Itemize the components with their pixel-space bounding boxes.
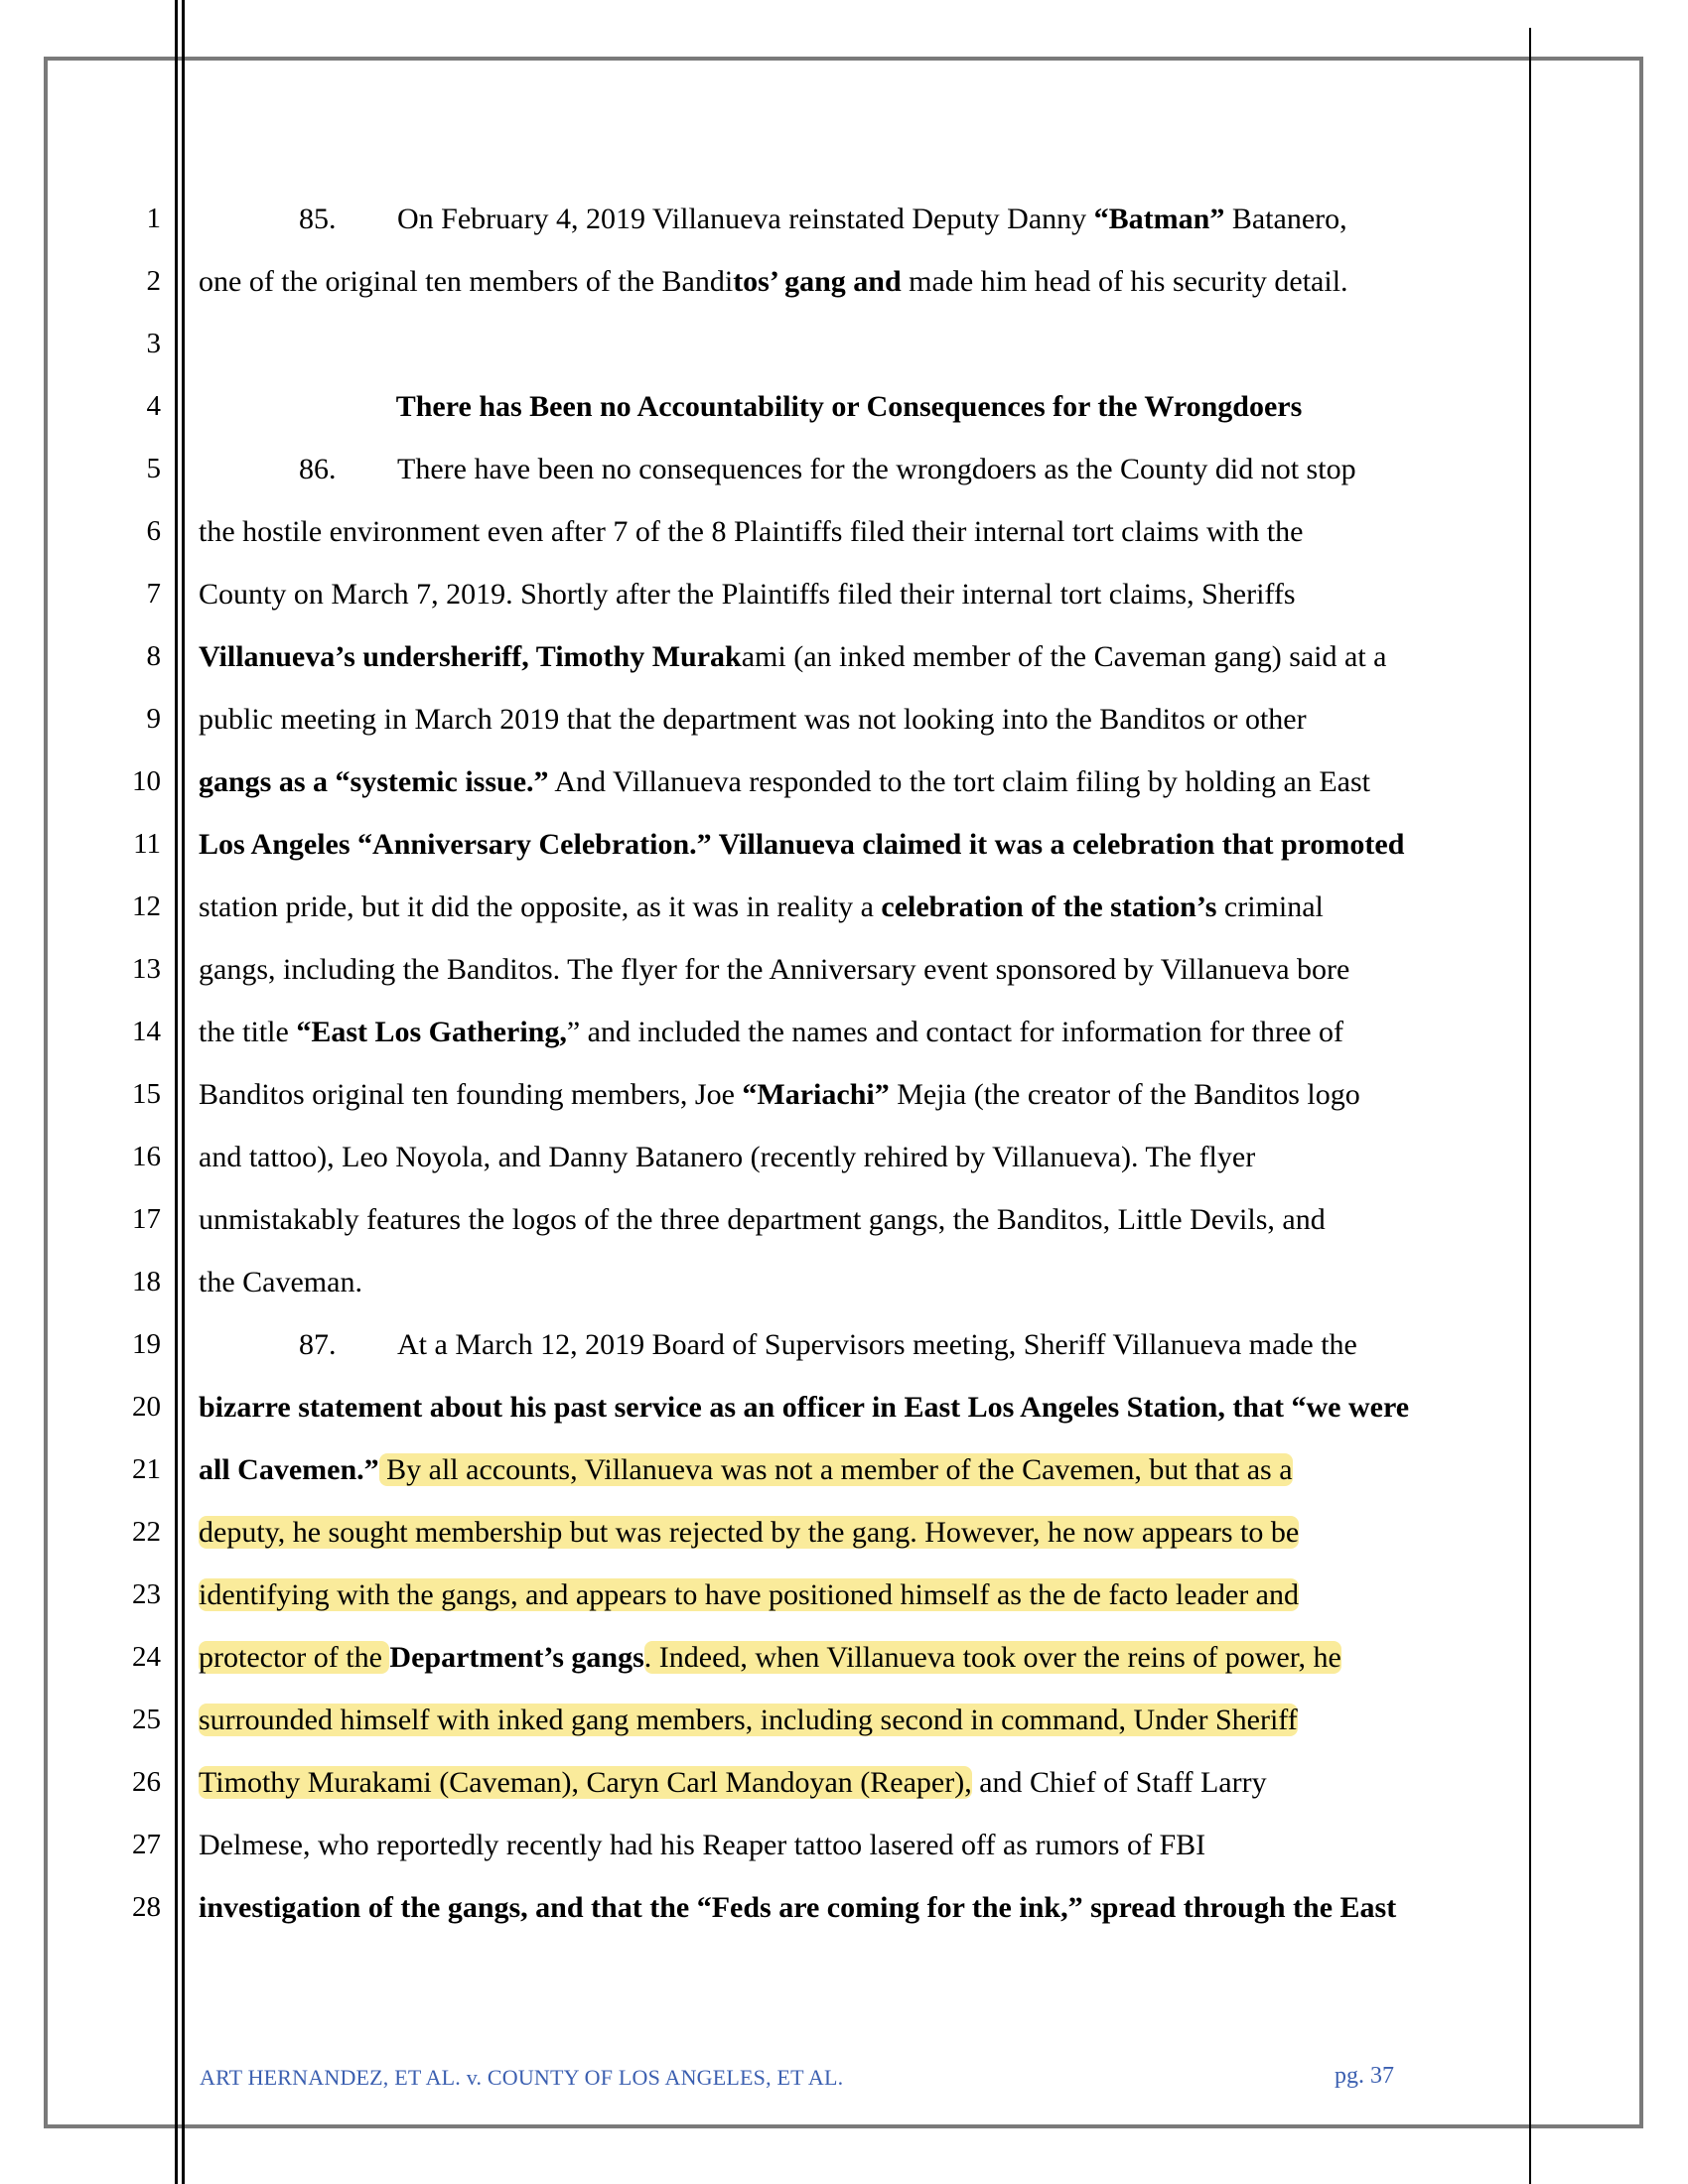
line-number: 8 <box>146 640 161 672</box>
line-number: 26 <box>132 1766 161 1798</box>
case-caption-footer: ART HERNANDEZ, ET AL. v. COUNTY OF LOS ANGELES, ET AL. <box>200 2065 844 2090</box>
line-number: 22 <box>132 1516 161 1548</box>
line-number: 12 <box>132 890 161 922</box>
para-85-line-1: 85. On February 4, 2019 Villanueva reinstated Deputy Danny “Batman” Batanero, <box>299 188 1347 250</box>
para-86-line-10: gangs as a “systemic issue.” And Villanueva responded to the tort claim filing by holding an East <box>199 765 1371 798</box>
left-margin-rule-outer <box>175 0 178 2184</box>
para-86-line-13: gangs, including the Banditos. The flyer for the Anniversary event sponsored by Villanueva bore <box>199 953 1350 986</box>
paragraph-number-87: 87. <box>299 1328 337 1361</box>
line-number: 5 <box>146 453 161 484</box>
line-number: 24 <box>132 1641 161 1673</box>
line-number: 14 <box>132 1016 161 1047</box>
line-number: 20 <box>132 1391 161 1423</box>
line-number: 28 <box>132 1891 161 1923</box>
line-number: 3 <box>146 328 161 359</box>
para-86-line-9: public meeting in March 2019 that the department was not looking into the Banditos or other <box>199 703 1307 736</box>
para-87-line-24: protector of the Department’s gangs. Indeed, when Villanueva took over the reins of power, he <box>199 1641 1341 1674</box>
line-number: 9 <box>146 703 161 735</box>
para-87-line-25 <box>199 1689 1298 1751</box>
para-86-line-12: station pride, but it did the opposite, as it was in reality a celebration of the station’s criminal <box>199 890 1324 923</box>
para-87-line-23 <box>199 1564 1299 1626</box>
paragraph-number-86: 86. <box>299 453 337 485</box>
line-number: 1 <box>146 203 161 234</box>
para-86-line-7: County on March 7, 2019. Shortly after the Plaintiffs filed their internal tort claims, Sheriffs <box>199 578 1296 611</box>
para-87-line-20: bizarre statement about his past service as an officer in East Los Angeles Station, that “we were <box>199 1391 1410 1424</box>
line-number: 15 <box>132 1078 161 1110</box>
para-87-line-26: Timothy Murakami (Caveman), Caryn Carl Mandoyan (Reaper), and Chief of Staff Larry <box>199 1766 1267 1799</box>
para-86-line-8: Villanueva’s undersheriff, Timothy Murakami (an inked member of the Caveman gang) said at a <box>199 640 1387 673</box>
highlighted-text: . Indeed, when Villanueva took over the reins of power, he <box>643 1641 1341 1674</box>
highlighted-text: protector of the <box>199 1641 390 1674</box>
para-86-line-11: Los Angeles “Anniversary Celebration.” Villanueva claimed it was a celebration that promoted <box>199 828 1405 861</box>
para-87-line-22 <box>199 1501 1299 1564</box>
line-number: 21 <box>132 1453 161 1485</box>
para-86-line-14: the title “East Los Gathering,” and included the names and contact for information for three of <box>199 1016 1344 1048</box>
para-87-line-19: 87. At a March 12, 2019 Board of Supervisors meeting, Sheriff Villanueva made the <box>299 1313 1357 1376</box>
para-86-line-6: the hostile environment even after 7 of the 8 Plaintiffs filed their internal tort claims with the <box>199 515 1304 548</box>
right-margin-rule <box>1529 28 1531 2184</box>
para-87-line-28: investigation of the gangs, and that the “Feds are coming for the ink,” spread through the East <box>199 1891 1397 1924</box>
line-number: 2 <box>146 265 161 297</box>
line-number: 27 <box>132 1829 161 1860</box>
highlighted-text: By all accounts, Villanueva was not a member of the Cavemen, but that as a <box>378 1453 1293 1486</box>
line-number: 6 <box>146 515 161 547</box>
line-number: 11 <box>133 828 161 860</box>
paragraph-number-85: 85. <box>299 203 337 235</box>
page-number: pg. 37 <box>1335 2063 1394 2089</box>
para-86-line-18: the Caveman. <box>199 1266 362 1298</box>
line-number: 13 <box>132 953 161 985</box>
line-number: 25 <box>132 1704 161 1735</box>
para-87-line-21: all Cavemen.” By all accounts, Villanueva was not a member of the Cavemen, but that as a <box>199 1453 1293 1486</box>
line-number: 16 <box>132 1141 161 1172</box>
highlighted-text: surrounded himself with inked gang members, including second in command, Under Sheriff <box>199 1704 1298 1736</box>
highlighted-text: deputy, he sought membership but was rejected by the gang. However, he now appears to be <box>199 1516 1300 1549</box>
para-86-line-5: 86. There have been no consequences for the wrongdoers as the County did not stop <box>299 438 1356 500</box>
highlighted-text: Timothy Murakami (Caveman), Caryn Carl Mandoyan (Reaper), <box>199 1766 972 1799</box>
para-86-line-17: unmistakably features the logos of the three department gangs, the Banditos, Little Devils, and <box>199 1203 1326 1236</box>
line-number: 23 <box>132 1578 161 1610</box>
line-number: 4 <box>146 390 161 422</box>
line-number: 19 <box>132 1328 161 1360</box>
section-heading: There has Been no Accountability or Consequences for the Wrongdoers <box>395 390 1303 423</box>
line-number: 7 <box>146 578 161 610</box>
highlighted-text: identifying with the gangs, and appears to have positioned himself as the de facto leader and <box>199 1578 1299 1611</box>
para-87-line-27: Delmese, who reportedly recently had his Reaper tattoo lasered off as rumors of FBI <box>199 1829 1206 1861</box>
line-number: 18 <box>132 1266 161 1297</box>
para-85-line-2: one of the original ten members of the Banditos’ gang and made him head of his security detail. <box>199 265 1348 298</box>
para-86-line-16: and tattoo), Leo Noyola, and Danny Batanero (recently rehired by Villanueva). The flyer <box>199 1141 1256 1173</box>
line-number: 17 <box>132 1203 161 1235</box>
para-86-line-15: Banditos original ten founding members, Joe “Mariachi” Mejia (the creator of the Banditos logo <box>199 1078 1360 1111</box>
line-number: 10 <box>132 765 161 797</box>
left-margin-rule-inner <box>182 0 185 2184</box>
